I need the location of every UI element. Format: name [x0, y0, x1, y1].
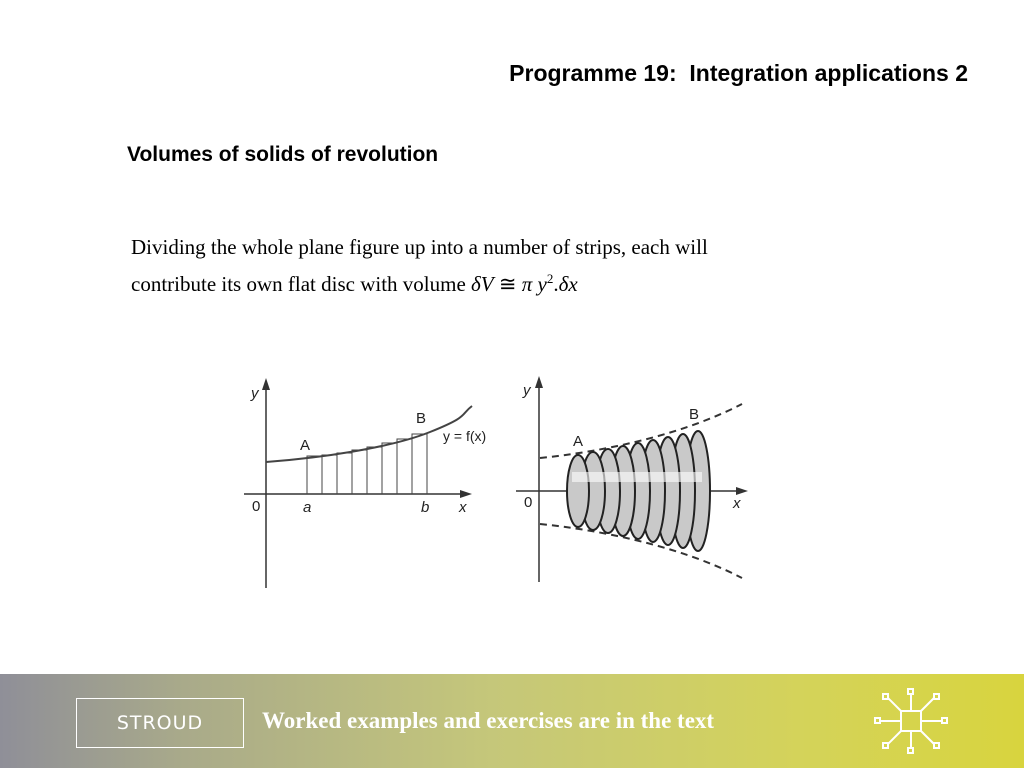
body-line-2-text: contribute its own flat disc with volume	[131, 272, 472, 296]
formula-delta-v: δ	[471, 272, 481, 296]
left-origin-label: 0	[252, 498, 261, 515]
bound-b-label: b	[421, 499, 430, 516]
left-point-a-label: A	[300, 437, 311, 454]
strip	[352, 450, 367, 494]
formula-pi: π	[521, 272, 533, 296]
disc-stack	[567, 431, 710, 551]
disc	[567, 455, 589, 527]
footer-bar	[0, 674, 1024, 768]
area-strips	[307, 434, 427, 494]
formula-y: y	[532, 272, 547, 296]
bound-a-label: a	[303, 499, 312, 516]
left-y-arrow	[262, 378, 270, 390]
right-origin-label: 0	[524, 494, 533, 511]
section-heading: Volumes of solids of revolution	[127, 143, 439, 166]
curve-label: y = f(x)	[443, 428, 487, 444]
stroud-brand-box	[76, 698, 244, 748]
right-x-label: x	[733, 495, 741, 512]
right-point-b-label: B	[689, 406, 700, 423]
footer-tagline: Worked examples and exercises are in the text	[262, 708, 715, 733]
strip	[337, 453, 352, 494]
right-point-a-label: A	[573, 433, 584, 450]
formula-dot: .	[553, 272, 559, 296]
strip	[382, 443, 397, 494]
formula-exponent: 2	[546, 271, 554, 286]
formula-delta-x: δ	[558, 272, 569, 296]
plane-figure-diagram	[244, 378, 486, 588]
right-x-arrow	[736, 487, 748, 495]
curve-f-of-x	[266, 406, 472, 462]
disc-highlight-band	[572, 472, 702, 482]
strip	[412, 434, 427, 494]
strip	[322, 455, 337, 494]
left-x-label: x	[459, 499, 467, 516]
formula-x: x	[568, 272, 578, 296]
left-x-arrow	[460, 490, 472, 498]
right-y-label: y	[523, 382, 531, 399]
right-y-arrow	[535, 376, 543, 388]
page-title: Programme 19: Integration applications 2	[509, 60, 968, 86]
strip	[397, 439, 412, 494]
strip	[307, 456, 322, 494]
left-point-b-label: B	[416, 410, 427, 427]
body-line-1: Dividing the whole plane figure up into a number of strips, each will	[131, 235, 708, 259]
solid-of-revolution-diagram	[516, 376, 748, 582]
strip	[367, 447, 382, 494]
brand-label: STROUD	[116, 712, 204, 734]
formula-v: V	[480, 272, 494, 296]
circuit-chip-icon	[868, 686, 954, 756]
formula-approx: ≅	[493, 272, 522, 296]
left-y-label: y	[251, 385, 259, 402]
